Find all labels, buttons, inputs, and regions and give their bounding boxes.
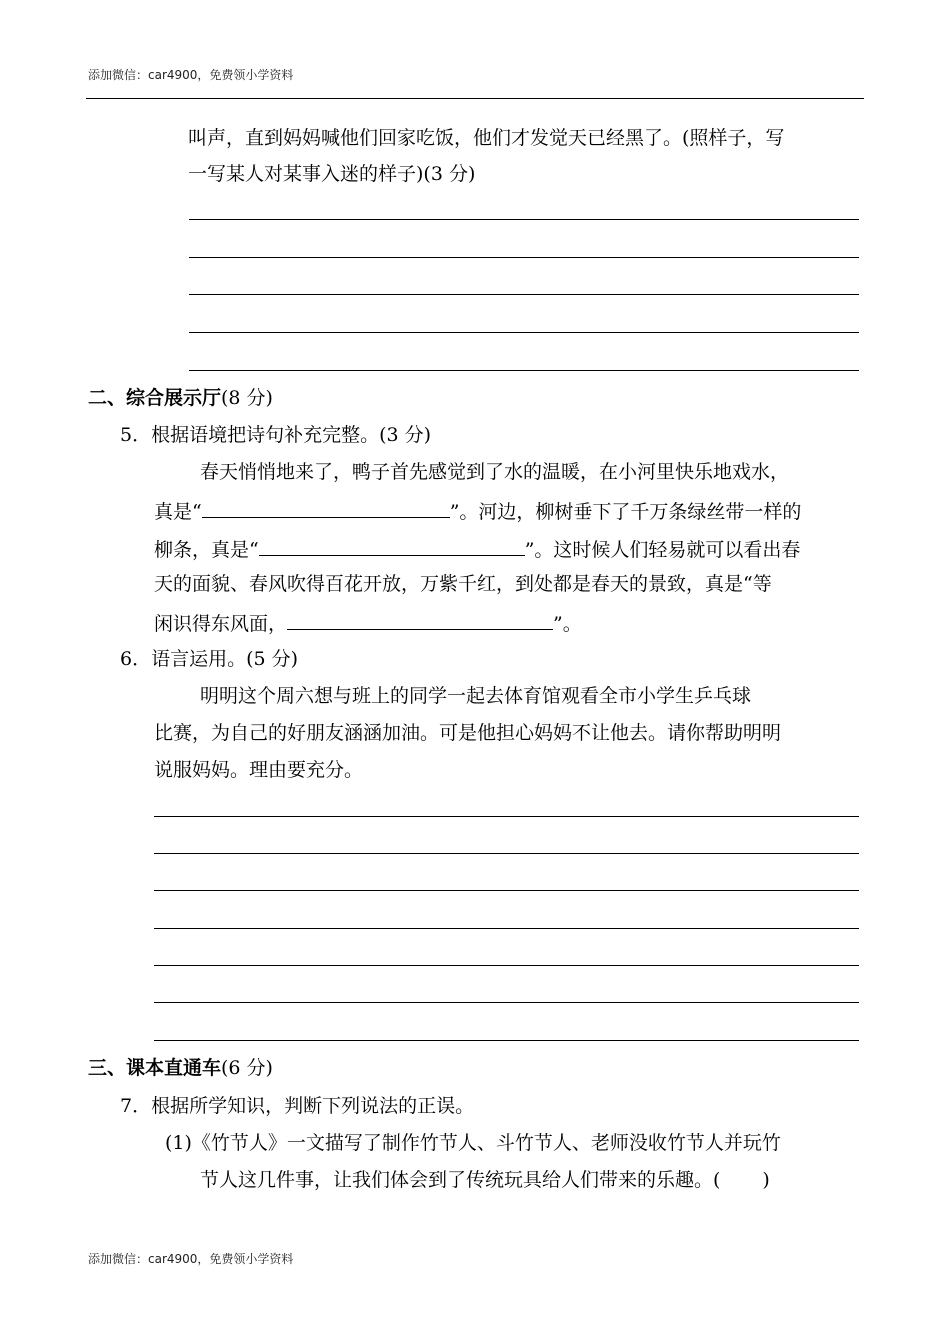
section-2-title: 二、综合展示厅 (88, 387, 222, 409)
section-3-title: 三、课本直通车 (88, 1057, 222, 1079)
q5-line5-suffix: ”。 (553, 613, 582, 635)
answer-line[interactable] (189, 294, 859, 295)
q5-line5-prefix: 闲识得东风面， (154, 613, 288, 635)
footer-watermark: 添加微信：car4900，免费领小学资料 (88, 1252, 294, 1266)
q6-label: 6．语言运用。(5 分) (120, 648, 299, 670)
answer-line[interactable] (154, 853, 859, 854)
answer-line[interactable] (154, 928, 859, 929)
answer-line[interactable] (154, 1040, 859, 1041)
poem-blank-3[interactable] (287, 609, 553, 630)
q7-item1-text: 节人这几件事，让我们体会到了传统玩具给人们带来的乐趣。( (200, 1169, 721, 1191)
q5-line3-prefix: 柳条，真是“ (154, 539, 259, 561)
q5-label: 5．根据语境把诗句补充完整。(3 分) (120, 424, 432, 446)
section-3-score: (6 分) (221, 1057, 273, 1079)
q5-paragraph-line5 (154, 609, 582, 636)
q5-paragraph-line1: 春天悄悄地来了，鸭子首先感觉到了水的温暖，在小河里快乐地戏水， (200, 461, 790, 483)
answer-line[interactable] (154, 816, 859, 817)
answer-line[interactable] (154, 965, 859, 966)
q7-item1-line1: (1)《竹节人》一文描写了制作竹节人、斗竹节人、老师没收竹节人并玩竹 (165, 1132, 781, 1154)
q5-line2-suffix: ”。河边，柳树垂下了千万条绿丝带一样的 (449, 501, 802, 523)
q5-line2-prefix: 真是“ (154, 501, 202, 523)
q5-paragraph-line4: 天的面貌、春风吹得百花开放，万紫千红，到处都是春天的景致，真是“等 (154, 573, 772, 595)
q7-item1-line2 (200, 1168, 770, 1192)
poem-blank-2[interactable] (259, 535, 525, 556)
answer-line[interactable] (154, 890, 859, 891)
section-3-heading (88, 1056, 273, 1080)
q6-paragraph-line3: 说服妈妈。理由要充分。 (154, 759, 364, 781)
header-divider (86, 98, 864, 99)
q5-paragraph-line2 (154, 497, 801, 524)
answer-line[interactable] (189, 257, 859, 258)
section-2-score: (8 分) (221, 387, 273, 409)
q5-paragraph-line3 (154, 535, 800, 562)
answer-line[interactable] (189, 219, 859, 220)
section-2-heading (88, 386, 273, 410)
q6-paragraph-line2: 比赛，为自己的好朋友涵涵加油。可是他担心妈妈不让他去。请你帮助明明 (154, 722, 782, 744)
q4-text-line2: 一写某人对某事入迷的样子)(3 分) (188, 163, 476, 185)
q4-text-line1: 叫声，直到妈妈喊他们回家吃饭，他们才发觉天已经黑了。(照样子，写 (188, 127, 785, 149)
poem-blank-1[interactable] (202, 497, 450, 518)
answer-line[interactable] (189, 332, 859, 333)
q7-item1-close-paren: ) (762, 1169, 770, 1191)
q5-line3-suffix: ”。这时候人们轻易就可以看出春 (524, 539, 801, 561)
answer-line[interactable] (154, 1002, 859, 1003)
header-watermark: 添加微信：car4900，免费领小学资料 (88, 68, 294, 82)
q6-paragraph-line1: 明明这个周六想与班上的同学一起去体育馆观看全市小学生乒乓球 (200, 685, 752, 707)
q7-label: 7．根据所学知识，判断下列说法的正误。 (120, 1095, 475, 1117)
answer-line[interactable] (189, 370, 859, 371)
